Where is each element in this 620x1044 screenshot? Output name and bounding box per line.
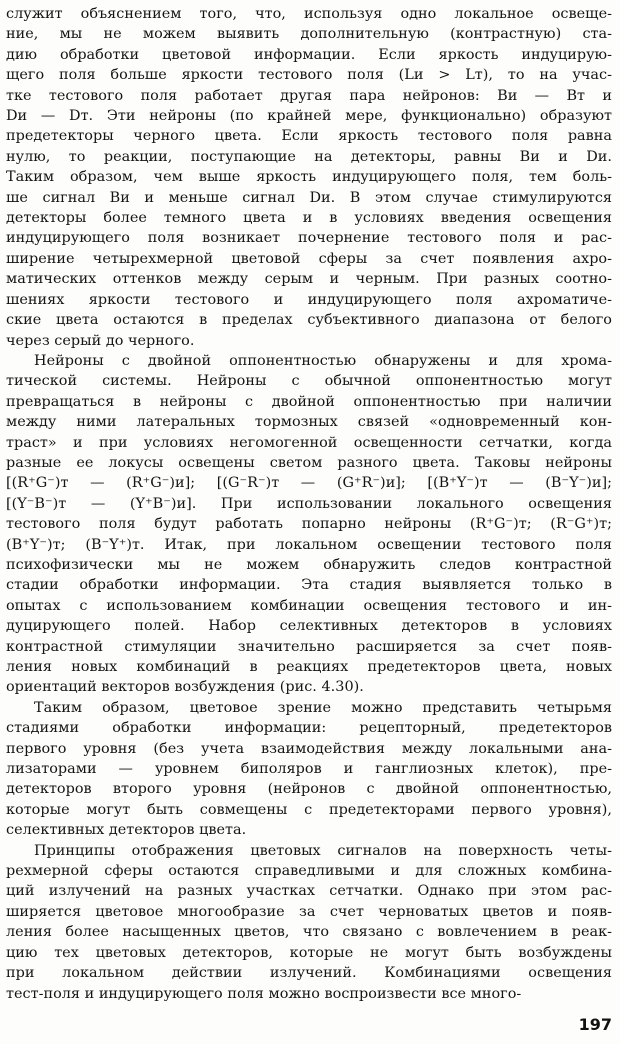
text-line: при локальном действии излучений. Комбинациями освещения [6,965,612,982]
text-line: траст» и при условиях негомогенной освещенности сетчатки, когда [6,434,612,451]
text-line: тической системы. Нейроны с обычной оппонентностью могут [6,373,612,390]
text-line: Таким образом, чем выше яркость индуцирующего поля, тем боль- [6,169,612,186]
text-line: детекторов второго уровня (нейронов с двойной оппонентностью, [6,781,612,798]
text-line: [(R⁺G⁻)т — (R⁺G⁻)и]; [(G⁻R⁻)т — (G⁺R⁻)и]; [(B⁺Y⁻)т — (B⁻Y⁻)и]; [6,475,612,492]
text-line: разные ее локусы освещены светом разного цвета. Таковы нейроны [6,454,612,471]
text-line: щего поля больше яркости тестового поля (Lи > Lт), то на учас- [6,67,612,84]
text-line: дуцирующего полей. Набор селективных детекторов в условиях [6,618,612,635]
text-line: Нейроны с двойной оппонентностью обнаружены и для хрома- [34,352,612,369]
text-line: ние, мы не можем выявить дополнительную (контрастную) ста- [6,26,612,43]
text-line: ские цвета остаются в пределах субъективного диапазона от белого [6,312,612,329]
text-line: психофизически мы не можем обнаружить следов контрастной [6,556,612,573]
text-line: шениях яркости тестового и индуцирующего поля ахроматиче- [6,291,612,308]
text-line: Принципы отображения цветовых сигналов на поверхность четы- [34,842,612,859]
text-line: служит объяснением того, что, используя одно локальное освеще- [6,6,612,22]
text-line: ций излучений на разных участках сетчатки. Однако при этом рас- [6,883,612,900]
text-line: дию обработки цветовой информации. Если яркость индуцирую- [6,46,612,63]
text-line: контрастной стимуляции значительно расширяется за счет появ- [6,638,612,655]
text-line: ления новых комбинаций в реакциях предетекторов цвета, новых [6,659,612,675]
text-line: лизаторами — уровнем биполяров и ганглиозных клеток), пре- [6,761,612,778]
text-line: опытах с использованием комбинации освещения тестового и ин- [6,597,612,614]
text-line: превращаться в нейроны с двойной оппонентностью при наличии [6,393,612,410]
text-line: (B⁺Y⁻)т; (B⁻Y⁺)т. Итак, при локальном освещении тестового поля [6,536,612,553]
text-line: первого уровня (без учета взаимодействия между локальными ана- [6,740,612,757]
text-line: матических оттенков между серым и черным. При разных соотно- [6,271,612,288]
text-line: ориентаций векторов возбуждения (рис. 4.30). [6,679,364,696]
text-line: ления более насыщенных цветов, что связано с вовлечением в реак- [6,924,612,941]
text-line: которые могут быть совмещены с предетекторами первого уровня), [6,801,612,818]
text-line: ше сигнал Bи и меньше сигнал Dи. В этом случае стимулируются [6,189,612,206]
text-line: тке тестового поля работает другая пара нейронов: Bи — Bт и [6,87,612,104]
text-line: рехмерной сферы остаются справедливыми и для сложных комбина- [6,863,612,880]
text-line: между ними латеральных тормозных связей «одновременный кон- [6,414,612,431]
page-number: 197 [578,1015,612,1034]
body-text [6,4,612,1004]
text-line: ширяется цветовое многообразие за счет черноватых цветов и появ- [6,903,612,920]
text-line: стадии обработки информации. Эта стадия выявляется только в [6,577,612,594]
text-line: нулю, то реакции, поступающие на детекторы, равны Bи и Dи. [6,148,612,165]
text-line: тестового поля будут работать попарно нейроны (R⁺G⁻)т; (R⁻G⁺)т; [6,516,612,533]
text-line: тест-поля и индуцирующего поля можно воспроизвести все много- [6,985,522,1002]
text-line: [(Y⁻B⁻)т — (Y⁺B⁻)и]. При использовании локального освещения [6,495,612,512]
text-line: стадиями обработки информации: рецепторный, предетекторов [6,720,612,737]
text-line: индуцирующего поля возникает почернение тестового поля и рас- [6,230,612,247]
text-line: Таким образом, цветовое зрение можно представить четырьмя [34,699,612,716]
text-line: через серый до черного. [6,332,195,349]
text-line: Dи — Dт. Эти нейроны (по крайней мере, функционально) образуют [6,108,612,125]
text-line: ширение четырехмерной цветовой сферы за счет появления ахро- [6,250,612,267]
text-line: селективных детекторов цвета. [6,822,247,839]
text-line: цию тех цветовых детекторов, которые не могут быть возбуждены [6,944,612,961]
text-line: детекторы более темного цвета и в условиях введения освещения [6,210,612,227]
text-line: предетекторы черного цвета. Если яркость тестового поля равна [6,128,612,145]
